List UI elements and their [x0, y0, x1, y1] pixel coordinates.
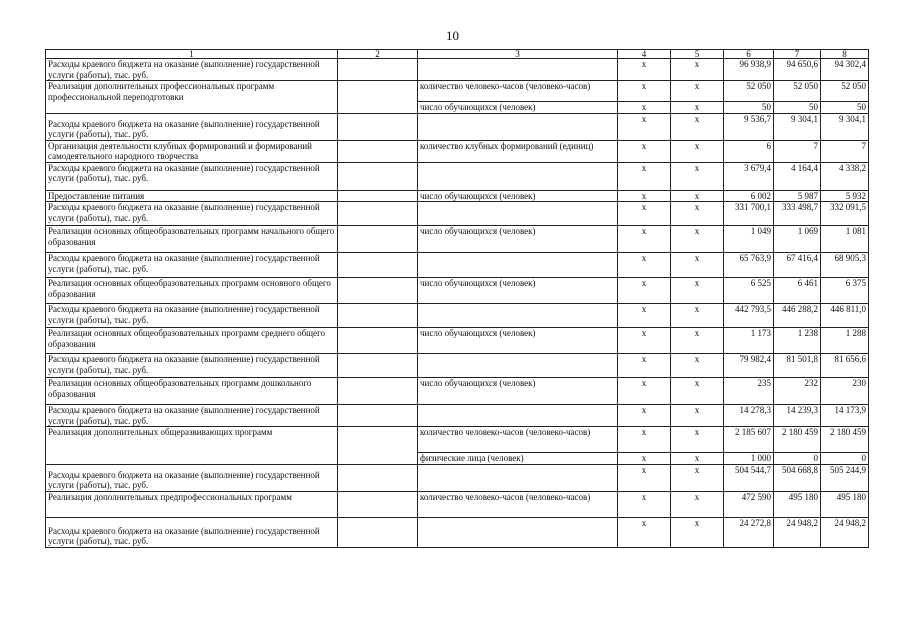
header-cell: 8: [821, 50, 869, 59]
cell-col6: 96 938,9: [724, 59, 774, 81]
table-header-row: [46, 50, 869, 59]
cell-col7: 81 501,8: [774, 354, 821, 378]
cell-col7: 52 050: [774, 81, 821, 102]
header-cell: 3: [418, 50, 618, 59]
cell-col2: [338, 328, 418, 354]
cell-indicator: Реализация основных общеобразовательных программ основного общего образования: [46, 278, 338, 304]
cell-col7: 0: [774, 453, 821, 465]
cell-col7: 14 239,3: [774, 405, 821, 427]
cell-col5: x: [671, 278, 724, 304]
cell-col7: 94 650,6: [774, 59, 821, 81]
cell-col2: [338, 491, 418, 517]
cell-col4: x: [618, 81, 671, 102]
cell-col6: 6 525: [724, 278, 774, 304]
cell-col5: x: [671, 140, 724, 162]
cell-col6: 1 049: [724, 226, 774, 253]
cell-unit: количество клубных формирований (единиц): [418, 140, 618, 162]
cell-col8: 6 375: [821, 278, 869, 304]
cell-col8: 1 081: [821, 226, 869, 253]
cell-col6: 331 700,1: [724, 202, 774, 226]
cell-col5: x: [671, 378, 724, 405]
cell-unit: [418, 304, 618, 328]
cell-col7: 1 069: [774, 226, 821, 253]
cell-col2: [338, 517, 418, 547]
cell-col8: 4 338,2: [821, 162, 869, 190]
cell-col2: [338, 140, 418, 162]
cell-col2: [338, 378, 418, 405]
cell-col5: x: [671, 113, 724, 140]
cell-col8: 446 811,0: [821, 304, 869, 328]
data-table: [45, 49, 869, 548]
cell-col4: x: [618, 491, 671, 517]
table-row: [46, 378, 869, 405]
cell-indicator: Реализация дополнительных общеразвивающих программ: [46, 427, 338, 465]
cell-indicator: Расходы краевого бюджета на оказание (выполнение) государственной услуги (работы), тыс. руб.: [46, 405, 338, 427]
cell-col6: 14 278,3: [724, 405, 774, 427]
cell-col4: x: [618, 354, 671, 378]
cell-col4: x: [618, 190, 671, 202]
cell-unit: число обучающихся (человек): [418, 226, 618, 253]
cell-col7: 7: [774, 140, 821, 162]
cell-unit: [418, 202, 618, 226]
cell-unit: [418, 162, 618, 190]
cell-indicator: Реализация дополнительных предпрофессиональных программ: [46, 491, 338, 517]
cell-col5: x: [671, 517, 724, 547]
table-row: [46, 162, 869, 190]
cell-col8: 24 948,2: [821, 517, 869, 547]
cell-col2: [338, 202, 418, 226]
header-cell: 5: [671, 50, 724, 59]
cell-col4: x: [618, 162, 671, 190]
header-cell: 6: [724, 50, 774, 59]
cell-col6: 24 272,8: [724, 517, 774, 547]
header-cell: 2: [338, 50, 418, 59]
cell-col8: 9 304,1: [821, 113, 869, 140]
cell-col6: 50: [724, 102, 774, 114]
cell-col6: 6: [724, 140, 774, 162]
cell-col8: 230: [821, 378, 869, 405]
header-cell: 4: [618, 50, 671, 59]
table-row: [46, 278, 869, 304]
cell-indicator: Расходы краевого бюджета на оказание (выполнение) государственной услуги (работы), тыс. руб.: [46, 202, 338, 226]
cell-col7: 504 668,8: [774, 464, 821, 491]
cell-col6: 6 002: [724, 190, 774, 202]
cell-indicator: Организация деятельности клубных формирований и формирований самодеятельного народного творчества: [46, 140, 338, 162]
cell-col2: [338, 354, 418, 378]
cell-col2: [338, 304, 418, 328]
cell-col2: [338, 81, 418, 114]
cell-col8: 495 180: [821, 491, 869, 517]
table-row: [46, 354, 869, 378]
cell-unit: физические лица (человек): [418, 453, 618, 465]
table-row: [46, 253, 869, 278]
cell-col7: 6 461: [774, 278, 821, 304]
cell-col6: 235: [724, 378, 774, 405]
table-row: [46, 190, 869, 202]
cell-col8: 52 050: [821, 81, 869, 102]
table-row: [46, 517, 869, 547]
cell-col8: 2 180 459: [821, 427, 869, 453]
cell-col5: x: [671, 427, 724, 453]
cell-col2: [338, 253, 418, 278]
cell-col2: [338, 427, 418, 465]
cell-col5: x: [671, 354, 724, 378]
cell-col8: 94 302,4: [821, 59, 869, 81]
cell-col5: x: [671, 226, 724, 253]
cell-col2: [338, 405, 418, 427]
cell-col4: x: [618, 253, 671, 278]
cell-col4: x: [618, 453, 671, 465]
cell-col8: 1 288: [821, 328, 869, 354]
cell-unit: число обучающихся (человек): [418, 190, 618, 202]
cell-col5: x: [671, 81, 724, 102]
cell-col7: 333 498,7: [774, 202, 821, 226]
cell-col5: x: [671, 464, 724, 491]
cell-col8: 332 091,5: [821, 202, 869, 226]
cell-unit: число обучающихся (человек): [418, 278, 618, 304]
cell-unit: количество человеко-часов (человеко-часов): [418, 81, 618, 102]
cell-unit: число обучающихся (человек): [418, 102, 618, 114]
cell-col5: x: [671, 304, 724, 328]
cell-col6: 79 982,4: [724, 354, 774, 378]
cell-col7: 24 948,2: [774, 517, 821, 547]
cell-indicator: Расходы краевого бюджета на оказание (выполнение) государственной услуги (работы), тыс. руб.: [46, 59, 338, 81]
cell-col8: 0: [821, 453, 869, 465]
cell-unit: количество человеко-часов (человеко-часов): [418, 491, 618, 517]
cell-col4: x: [618, 464, 671, 491]
cell-col7: 4 164,4: [774, 162, 821, 190]
table-row: [46, 202, 869, 226]
cell-col2: [338, 464, 418, 491]
cell-col2: [338, 162, 418, 190]
table-row: [46, 59, 869, 81]
cell-col7: 232: [774, 378, 821, 405]
cell-col4: x: [618, 328, 671, 354]
table-row: [46, 328, 869, 354]
cell-col7: 5 987: [774, 190, 821, 202]
cell-col4: x: [618, 140, 671, 162]
cell-col8: 14 173,9: [821, 405, 869, 427]
cell-col8: 7: [821, 140, 869, 162]
cell-indicator: Реализация дополнительных профессиональных программ профессиональной переподготовки: [46, 81, 338, 114]
cell-indicator: Реализация основных общеобразовательных программ начального общего образования: [46, 226, 338, 253]
table-row: [46, 113, 869, 140]
table-row: [46, 464, 869, 491]
table-row: [46, 140, 869, 162]
cell-unit: [418, 113, 618, 140]
cell-col5: x: [671, 491, 724, 517]
cell-col4: x: [618, 427, 671, 453]
table-row: [46, 491, 869, 517]
cell-col8: 81 656,6: [821, 354, 869, 378]
cell-col4: x: [618, 226, 671, 253]
cell-indicator: Реализация основных общеобразовательных программ дошкольного образования: [46, 378, 338, 405]
cell-col5: x: [671, 253, 724, 278]
cell-col6: 65 763,9: [724, 253, 774, 278]
cell-unit: [418, 517, 618, 547]
cell-indicator: Расходы краевого бюджета на оказание (выполнение) государственной услуги (работы), тыс. руб.: [46, 113, 338, 140]
cell-col4: x: [618, 304, 671, 328]
cell-col5: x: [671, 405, 724, 427]
cell-col8: 505 244,9: [821, 464, 869, 491]
cell-col5: x: [671, 202, 724, 226]
cell-col6: 2 185 607: [724, 427, 774, 453]
cell-col7: 2 180 459: [774, 427, 821, 453]
cell-col2: [338, 278, 418, 304]
cell-indicator: Расходы краевого бюджета на оказание (выполнение) государственной услуги (работы), тыс. руб.: [46, 253, 338, 278]
cell-col5: x: [671, 190, 724, 202]
cell-indicator: Предоставление питания: [46, 190, 338, 202]
cell-col4: x: [618, 202, 671, 226]
cell-col2: [338, 59, 418, 81]
cell-col7: 495 180: [774, 491, 821, 517]
cell-unit: [418, 464, 618, 491]
cell-unit: [418, 354, 618, 378]
cell-col7: 9 304,1: [774, 113, 821, 140]
cell-indicator: Расходы краевого бюджета на оказание (выполнение) государственной услуги (работы), тыс. руб.: [46, 162, 338, 190]
cell-col6: 472 590: [724, 491, 774, 517]
cell-col4: x: [618, 113, 671, 140]
cell-col2: [338, 113, 418, 140]
cell-col6: 9 536,7: [724, 113, 774, 140]
cell-unit: количество человеко-часов (человеко-часов): [418, 427, 618, 453]
cell-indicator: Расходы краевого бюджета на оказание (выполнение) государственной услуги (работы), тыс. руб.: [46, 517, 338, 547]
cell-col7: 1 238: [774, 328, 821, 354]
cell-col8: 50: [821, 102, 869, 114]
cell-col2: [338, 226, 418, 253]
cell-unit: [418, 405, 618, 427]
cell-indicator: Расходы краевого бюджета на оказание (выполнение) государственной услуги (работы), тыс. руб.: [46, 304, 338, 328]
cell-col8: 5 932: [821, 190, 869, 202]
cell-unit: [418, 253, 618, 278]
cell-col7: 67 416,4: [774, 253, 821, 278]
cell-indicator: Расходы краевого бюджета на оказание (выполнение) государственной услуги (работы), тыс. руб.: [46, 354, 338, 378]
table-row: [46, 81, 869, 102]
page-number: 10: [446, 28, 459, 43]
cell-col5: x: [671, 453, 724, 465]
cell-col7: 50: [774, 102, 821, 114]
cell-unit: [418, 59, 618, 81]
cell-indicator: Реализация основных общеобразовательных программ среднего общего образования: [46, 328, 338, 354]
cell-unit: число обучающихся (человек): [418, 328, 618, 354]
header-cell: 7: [774, 50, 821, 59]
cell-col4: x: [618, 102, 671, 114]
cell-col4: x: [618, 278, 671, 304]
cell-col5: x: [671, 59, 724, 81]
table-row: [46, 226, 869, 253]
cell-col5: x: [671, 162, 724, 190]
cell-col6: 442 793,5: [724, 304, 774, 328]
cell-indicator: Расходы краевого бюджета на оказание (выполнение) государственной услуги (работы), тыс. руб.: [46, 464, 338, 491]
cell-col6: 504 544,7: [724, 464, 774, 491]
table-row: [46, 427, 869, 453]
cell-col6: 1 000: [724, 453, 774, 465]
cell-col8: 68 905,3: [821, 253, 869, 278]
cell-col5: x: [671, 102, 724, 114]
cell-col6: 1 173: [724, 328, 774, 354]
cell-unit: число обучающихся (человек): [418, 378, 618, 405]
header-cell: 1: [46, 50, 338, 59]
cell-col6: 3 679,4: [724, 162, 774, 190]
cell-col6: 52 050: [724, 81, 774, 102]
cell-col5: x: [671, 328, 724, 354]
cell-col4: x: [618, 405, 671, 427]
cell-col2: [338, 190, 418, 202]
cell-col4: x: [618, 59, 671, 81]
cell-col4: x: [618, 378, 671, 405]
table-row: [46, 405, 869, 427]
cell-col7: 446 288,2: [774, 304, 821, 328]
table-row: [46, 304, 869, 328]
cell-col4: x: [618, 517, 671, 547]
